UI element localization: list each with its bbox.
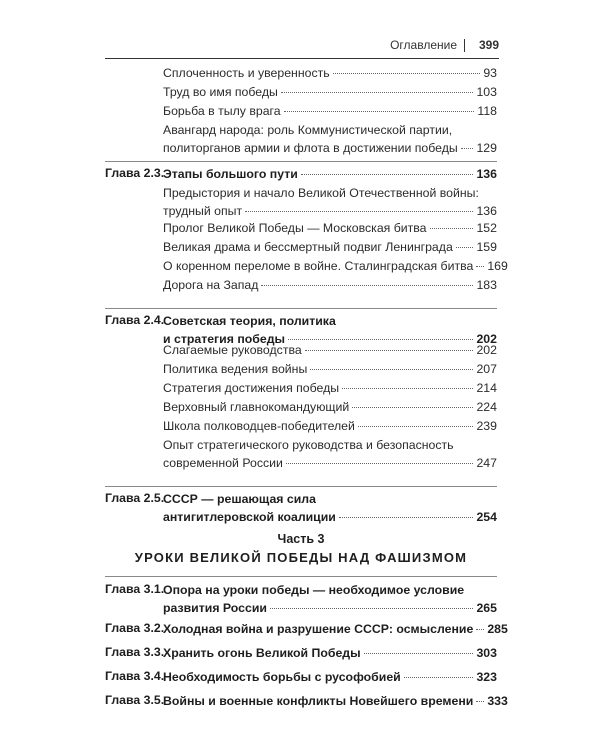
section-divider: [105, 161, 497, 162]
dot-leader: [286, 463, 474, 464]
dot-leader: [310, 369, 473, 370]
entry-title-line: О коренном переломе в войне. Сталинградская битва: [163, 259, 474, 273]
chapter-number: Глава 2.3.: [105, 166, 165, 180]
chapter-number: Глава 3.4.: [105, 669, 165, 683]
part-title: УРОКИ ВЕЛИКОЙ ПОБЕДЫ НАД ФАШИЗМОМ: [134, 550, 468, 565]
entry-title-line: развития России: [163, 600, 267, 615]
dot-leader: [301, 174, 474, 175]
entry-title-line: Этапы большого пути: [163, 167, 298, 181]
dot-leader: [281, 92, 474, 93]
entry-title-line: Предыстория и начало Великой Отечественной войны:: [163, 186, 479, 200]
page-number: 136: [476, 167, 497, 181]
dot-leader: [430, 228, 474, 229]
entry-title-line: трудный опыт: [163, 203, 243, 218]
page-number: 136: [476, 203, 497, 218]
entry-title-line: Хранить огонь Великой Победы: [163, 646, 361, 660]
entry-title-line: Необходимость борьбы с русофобией: [163, 670, 401, 684]
entry-title-line: Опыт стратегического руководства и безопасность: [163, 438, 454, 452]
entry-title-line: Слагаемые руководства: [163, 343, 302, 357]
entry-title-line: Труд во имя победы: [163, 85, 278, 99]
page-number: 152: [476, 221, 497, 235]
dot-leader: [364, 653, 474, 654]
entry-title-line: и стратегия победы: [163, 331, 286, 346]
chapter-number: Глава 2.5.: [105, 491, 165, 505]
part-label: Часть 3: [277, 532, 325, 546]
chapter-number: Глава 3.3.: [105, 645, 165, 659]
page-number: 183: [476, 278, 497, 292]
entry-title-line: современной России: [163, 455, 283, 470]
dot-leader: [333, 73, 481, 74]
page-number: 93: [483, 66, 497, 80]
section-divider: [105, 308, 497, 309]
chapter-number: Глава 3.5.: [105, 693, 165, 707]
entry-title-line: Великая драма и бессмертный подвиг Ленинграда: [163, 240, 453, 254]
dot-leader: [461, 148, 474, 149]
entry-title-line: Советская теория, политика: [163, 314, 336, 328]
entry-title-line: СССР — решающая сила: [163, 492, 316, 506]
entry-title-line: Пролог Великой Победы — Московская битва: [163, 221, 427, 235]
dot-leader: [339, 517, 474, 518]
entry-title-line: Войны и военные конфликты Новейшего времени: [163, 694, 474, 708]
entry-title-line: Верховный главнокомандующий: [163, 400, 350, 414]
page-number: 285: [487, 622, 508, 636]
page-number: 103: [476, 85, 497, 99]
header-separator: [464, 39, 465, 52]
page-number: 214: [476, 381, 497, 395]
entry-title-line: Авангард народа: роль Коммунистической партии,: [163, 123, 453, 137]
page-number: 207: [476, 362, 497, 376]
dot-leader: [352, 407, 473, 408]
dot-leader: [404, 677, 474, 678]
page-number: 202: [476, 331, 497, 346]
page-number: 323: [476, 670, 497, 684]
dot-leader: [342, 388, 473, 389]
page-number: 333: [487, 694, 508, 708]
dot-leader: [261, 285, 473, 286]
page-number: 202: [476, 343, 497, 357]
dot-leader: [456, 247, 474, 248]
dot-leader: [270, 608, 474, 609]
dot-leader: [305, 350, 474, 351]
entry-title-line: Опора на уроки победы — необходимое условие: [163, 583, 465, 597]
section-divider: [105, 486, 497, 487]
dot-leader: [245, 211, 473, 212]
dot-leader: [476, 266, 484, 267]
entry-title-line: Сплоченность и уверенность: [163, 66, 330, 80]
page-number: 265: [476, 600, 497, 615]
page-number: 118: [477, 104, 497, 118]
dot-leader: [288, 339, 473, 340]
entry-title-line: Школа полководцев-победителей: [163, 419, 355, 433]
dot-leader: [284, 111, 475, 112]
page-number: 247: [476, 455, 497, 470]
entry-title-line: Холодная война и разрушение СССР: осмысление: [163, 622, 474, 636]
header-page-number: 399: [478, 38, 499, 52]
chapter-number: Глава 2.4.: [105, 313, 165, 327]
page-number: 224: [476, 400, 497, 414]
entry-title-line: Борьба в тылу врага: [163, 104, 281, 118]
chapter-number: Глава 3.1.: [105, 582, 165, 596]
section-divider: [105, 576, 497, 577]
dot-leader: [476, 701, 484, 702]
dot-leader: [476, 629, 484, 630]
chapter-number: Глава 3.2.: [105, 621, 165, 635]
page-number: 239: [476, 419, 497, 433]
dot-leader: [358, 426, 474, 427]
header-title: Оглавление: [390, 38, 457, 52]
page-number: 303: [476, 646, 497, 660]
entry-title-line: антигитлеровской коалиции: [163, 509, 336, 524]
running-header: [105, 38, 499, 59]
page-number: 169: [487, 259, 508, 273]
entry-title-line: Политика ведения войны: [163, 362, 308, 376]
page-number: 129: [476, 140, 497, 155]
entry-title-line: Стратегия достижения победы: [163, 381, 340, 395]
page-number: 159: [476, 240, 497, 254]
entry-title-line: Дорога на Запад: [163, 278, 259, 292]
entry-title-line: политорганов армии и флота в достижении победы: [163, 140, 458, 155]
page-number: 254: [476, 509, 497, 524]
